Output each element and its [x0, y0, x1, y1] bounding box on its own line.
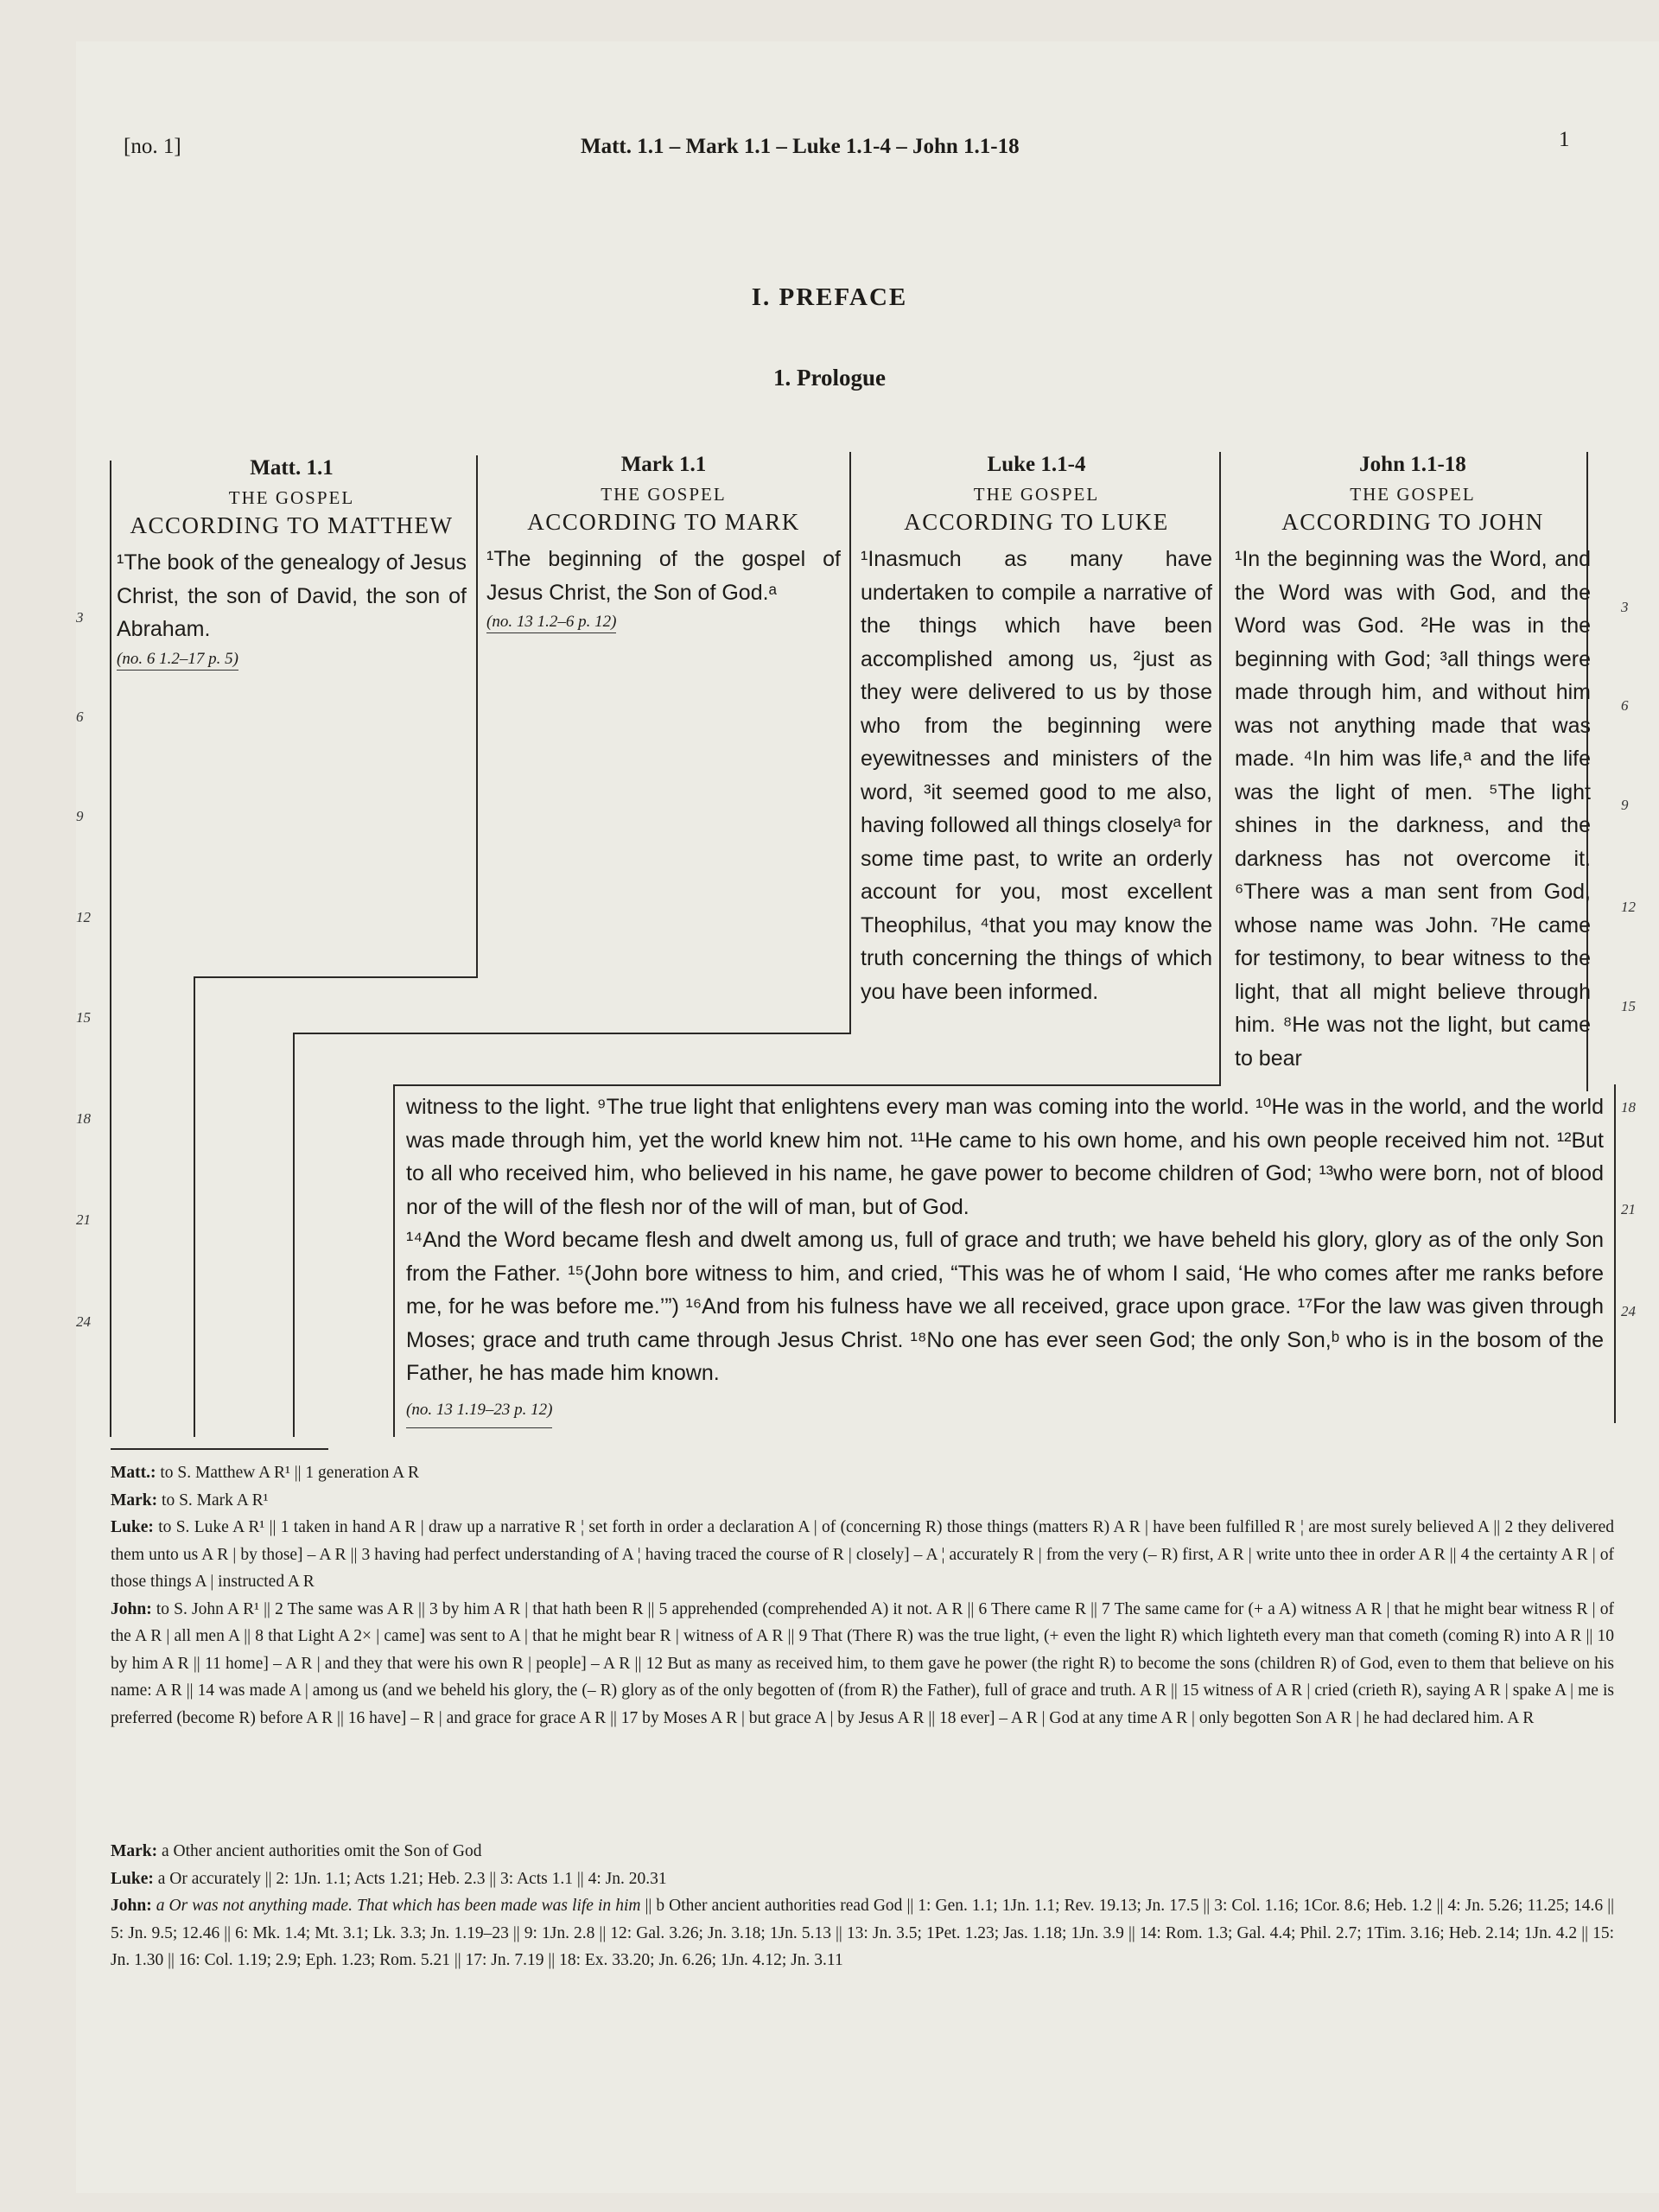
rule-left-outer	[110, 461, 111, 1437]
rule-mark-luke	[849, 452, 851, 1033]
footnote-mark: Mark: a Other ancient authorities omit the Son of God	[111, 1842, 482, 1860]
mark-text: ¹The beginning of the gospel of Jesus Christ, the Son of God.ᵃ	[486, 547, 841, 605]
folio-number: 1	[1559, 128, 1570, 151]
verse-number-left: 12	[76, 909, 91, 925]
john-continued-p1: witness to the light. ⁹The true light that enlightens every man was coming into the world. ¹⁰He was in the world, and the world was made through him, yet the world knew him not. ¹¹He came to his own home, and his own people received him not. ¹²But to all who received him, who believed in his name, he gave power to become children of God; ¹³who were born, not of blood nor of the will of the flesh nor of the will of man, but of God.	[406, 1095, 1604, 1219]
verse-number-right: 6	[1621, 697, 1629, 714]
mark-column	[486, 453, 841, 633]
john-text: ¹In the beginning was the Word, and the Word was with God, and the Word was God. ²He was in the beginning with God; ³all things were made through him, and without him was not anything made that was made. ⁴In him was life,ᵃ and the life was the light of men. ⁵The light shines in the darkness, and the darkness has not overcome it. ⁶There was a man sent from God, whose name was John. ⁷He came for testimony, to bear witness to the light, that all might believe through him. ⁸He was not the light, but came to bear	[1235, 547, 1591, 1071]
verse-number-right: 21	[1621, 1201, 1636, 1217]
john-gospel-label: THE GOSPEL	[1350, 484, 1476, 505]
stair-rule-1	[194, 976, 478, 978]
matt-text: ¹The book of the genealogy of Jesus Christ, the son of David, the son of Abraham.	[117, 550, 467, 641]
verse-number-left: 18	[76, 1110, 91, 1127]
john-xref[interactable]: (no. 13 1.19–23 p. 12)	[406, 1394, 552, 1429]
luke-heading: Luke 1.1-4	[987, 453, 1086, 476]
john-continued-p2: ¹⁴And the Word became flesh and dwelt among us, full of grace and truth; we have beheld his glory, glory as of the only Son from the Father. ¹⁵(John bore witness to him, and cried, “This was he of whom I said, ‘He who comes after me ranks before me, for he was before me.’”) ¹⁶And from his fulness have we all received, grace upon grace. ¹⁷For the law was given through Moses; grace and truth came through Jesus Christ. ¹⁸No one has ever seen God; the only Son,ᵇ who is in the bosom of the Father, he has made him known.	[406, 1228, 1604, 1385]
john-heading: John 1.1-18	[1359, 453, 1466, 476]
luke-gospel-label: THE GOSPEL	[973, 484, 1100, 505]
verse-number-right: 18	[1621, 1099, 1636, 1116]
matt-xref[interactable]: (no. 6 1.2–17 p. 5)	[117, 650, 238, 671]
verse-number-right: 3	[1621, 599, 1629, 615]
mark-according: ACCORDING TO MARK	[527, 509, 800, 535]
variant-note-matt: Matt.: to S. Matthew A R¹ || 1 generation A R	[111, 1464, 420, 1482]
stair-rule-2	[293, 1033, 851, 1034]
luke-text: ¹Inasmuch as many have undertaken to compile a narrative of the things which have been accomplished among us, ²just as they were delivered to us by those who from the beginning were eyewitnesses and ministers of the word, ³it seemed good to me also, having followed all things closelyᵃ for some time past, to write an orderly account for you, most excellent Theophilus, ⁴that you may know the truth concerning the things of which you have been informed.	[861, 547, 1212, 1004]
john-column	[1235, 453, 1591, 1075]
matt-gospel-label: THE GOSPEL	[228, 487, 355, 508]
running-header: Matt. 1.1 – Mark 1.1 – Luke 1.1-4 – John 1.1-18	[581, 135, 1020, 158]
matt-heading: Matt. 1.1	[250, 456, 334, 480]
verse-number-left: 3	[76, 609, 84, 626]
verse-number-left: 24	[76, 1313, 91, 1330]
verse-number-right: 15	[1621, 998, 1636, 1014]
footnote-luke: Luke: a Or accurately || 2: 1Jn. 1.1; Acts 1.21; Heb. 2.3 || 3: Acts 1.1 || 4: Jn. 20.31	[111, 1869, 667, 1888]
rule-luke-john	[1219, 452, 1221, 1084]
verse-number-left: 21	[76, 1211, 91, 1228]
stair-vrule-3	[393, 1084, 395, 1437]
luke-according: ACCORDING TO LUKE	[904, 509, 1169, 535]
verse-number-right: 12	[1621, 899, 1636, 915]
matt-according: ACCORDING TO MATTHEW	[130, 512, 454, 538]
verse-number-right: 9	[1621, 797, 1629, 813]
page-number-label: [no. 1]	[124, 135, 181, 158]
john-continued	[406, 1090, 1604, 1428]
verse-number-left: 6	[76, 709, 84, 725]
verse-number-right: 24	[1621, 1303, 1636, 1319]
verse-number-left: 15	[76, 1009, 91, 1026]
luke-column	[861, 453, 1212, 1008]
stair-vrule-2	[293, 1033, 295, 1437]
variant-note-mark: Mark: to S. Mark A R¹	[111, 1491, 269, 1510]
variant-note-john: John: to S. John A R¹ || 2 The same was A R || 3 by him A R | that hath been R || 5 apprehended (comprehended A) it not. A R || 6 There came R || 7 The same came for (+ a A) witness A R | that he might bear witness R | of the A R | all men A || 8 that Light A 2× | came] was sent to A | that he might bear R | witness of A R || 9 That (There R) was the true light, (+ even the light R) which lighteth every man that cometh (coming R) into A R || 10 by him A R || 11 home] – A R | and they that were his own R | people] – A R || 12 But as many as received him, to them gave he power (the right R) to become the sons (children R) of God, even to them that believe on his name: A R || 14 was made A | among us (and we beheld his glory, the (– R) glory as of the only begotten of (from R) the Father), full of grace and truth. A R || 15 witness of A R | cried (crieth R), saying A R | spake A | me is preferred (become R) before A R || 16 have] – R | and grace for grace A R || 17 by Moses A R | but grace A | by Jesus A R || 18 ever] – A R | God at any time A R | only begotten Son A R | he had declared him. A R	[111, 1599, 1614, 1727]
verse-number-left: 9	[76, 808, 84, 824]
subsection-title: 1. Prologue	[773, 365, 886, 391]
rule-right-bottom	[1614, 1084, 1616, 1423]
footnote-separator	[111, 1448, 328, 1450]
stair-rule-3	[393, 1084, 1221, 1086]
stair-vrule-1	[194, 976, 195, 1437]
matt-column	[117, 456, 467, 671]
mark-gospel-label: THE GOSPEL	[601, 484, 727, 505]
john-according: ACCORDING TO JOHN	[1281, 509, 1544, 535]
variant-notes	[111, 1459, 1614, 1732]
variant-note-luke: Luke: to S. Luke A R¹ || 1 taken in hand A R | draw up a narrative R ¦ set forth in order a declaration A | of (concerning R) those things (matters R) A R | have been fulfilled R ¦ are most surely believed A || 2 they delivered them unto us A R | by those] – A R || 3 having had perfect understanding of A ¦ having traced the course of R | closely] – A ¦ accurately R | from the very (– R) first, A R | write unto thee in order A R || 4 the certainty A R | of those things A | instructed A R	[111, 1518, 1614, 1591]
rule-matt-mark	[476, 455, 478, 978]
footnote-john: John: a Or was not anything made. That which has been made was life in him || b Other ancient authorities read God || 1: Gen. 1.1; 1Jn. 1.1; Rev. 19.13; Jn. 17.5 || 3: Col. 1.16; 1Cor. 8.6; Heb. 1.2 || 4: Jn. 5.26; 11.25; 14.6 || 5: Jn. 9.5; 12.46 || 6: Mk. 1.4; Mt. 3.1; Lk. 3.3; Jn. 1.19–23 || 9: 1Jn. 2.8 || 12: Gal. 3.26; Jn. 3.18; 1Jn. 5.13 || 13: Jn. 3.5; 1Pet. 1.23; Jas. 1.18; 1Jn. 3.9 || 14: Rom. 1.3; Gal. 4.4; Phil. 2.7; 1Tim. 3.16; Heb. 2.14; 1Jn. 4.2 || 15: Jn. 1.30 || 16: Col. 1.19; 2.9; Eph. 1.23; Rom. 5.21 || 17: Jn. 7.19 || 18: Ex. 33.20; Jn. 6.26; 1Jn. 4.12; Jn. 3.11	[111, 1897, 1615, 1969]
mark-heading: Mark 1.1	[620, 453, 707, 476]
mark-xref[interactable]: (no. 13 1.2–6 p. 12)	[486, 613, 616, 633]
section-title: I. PREFACE	[751, 283, 908, 311]
footnotes	[111, 1838, 1614, 1974]
